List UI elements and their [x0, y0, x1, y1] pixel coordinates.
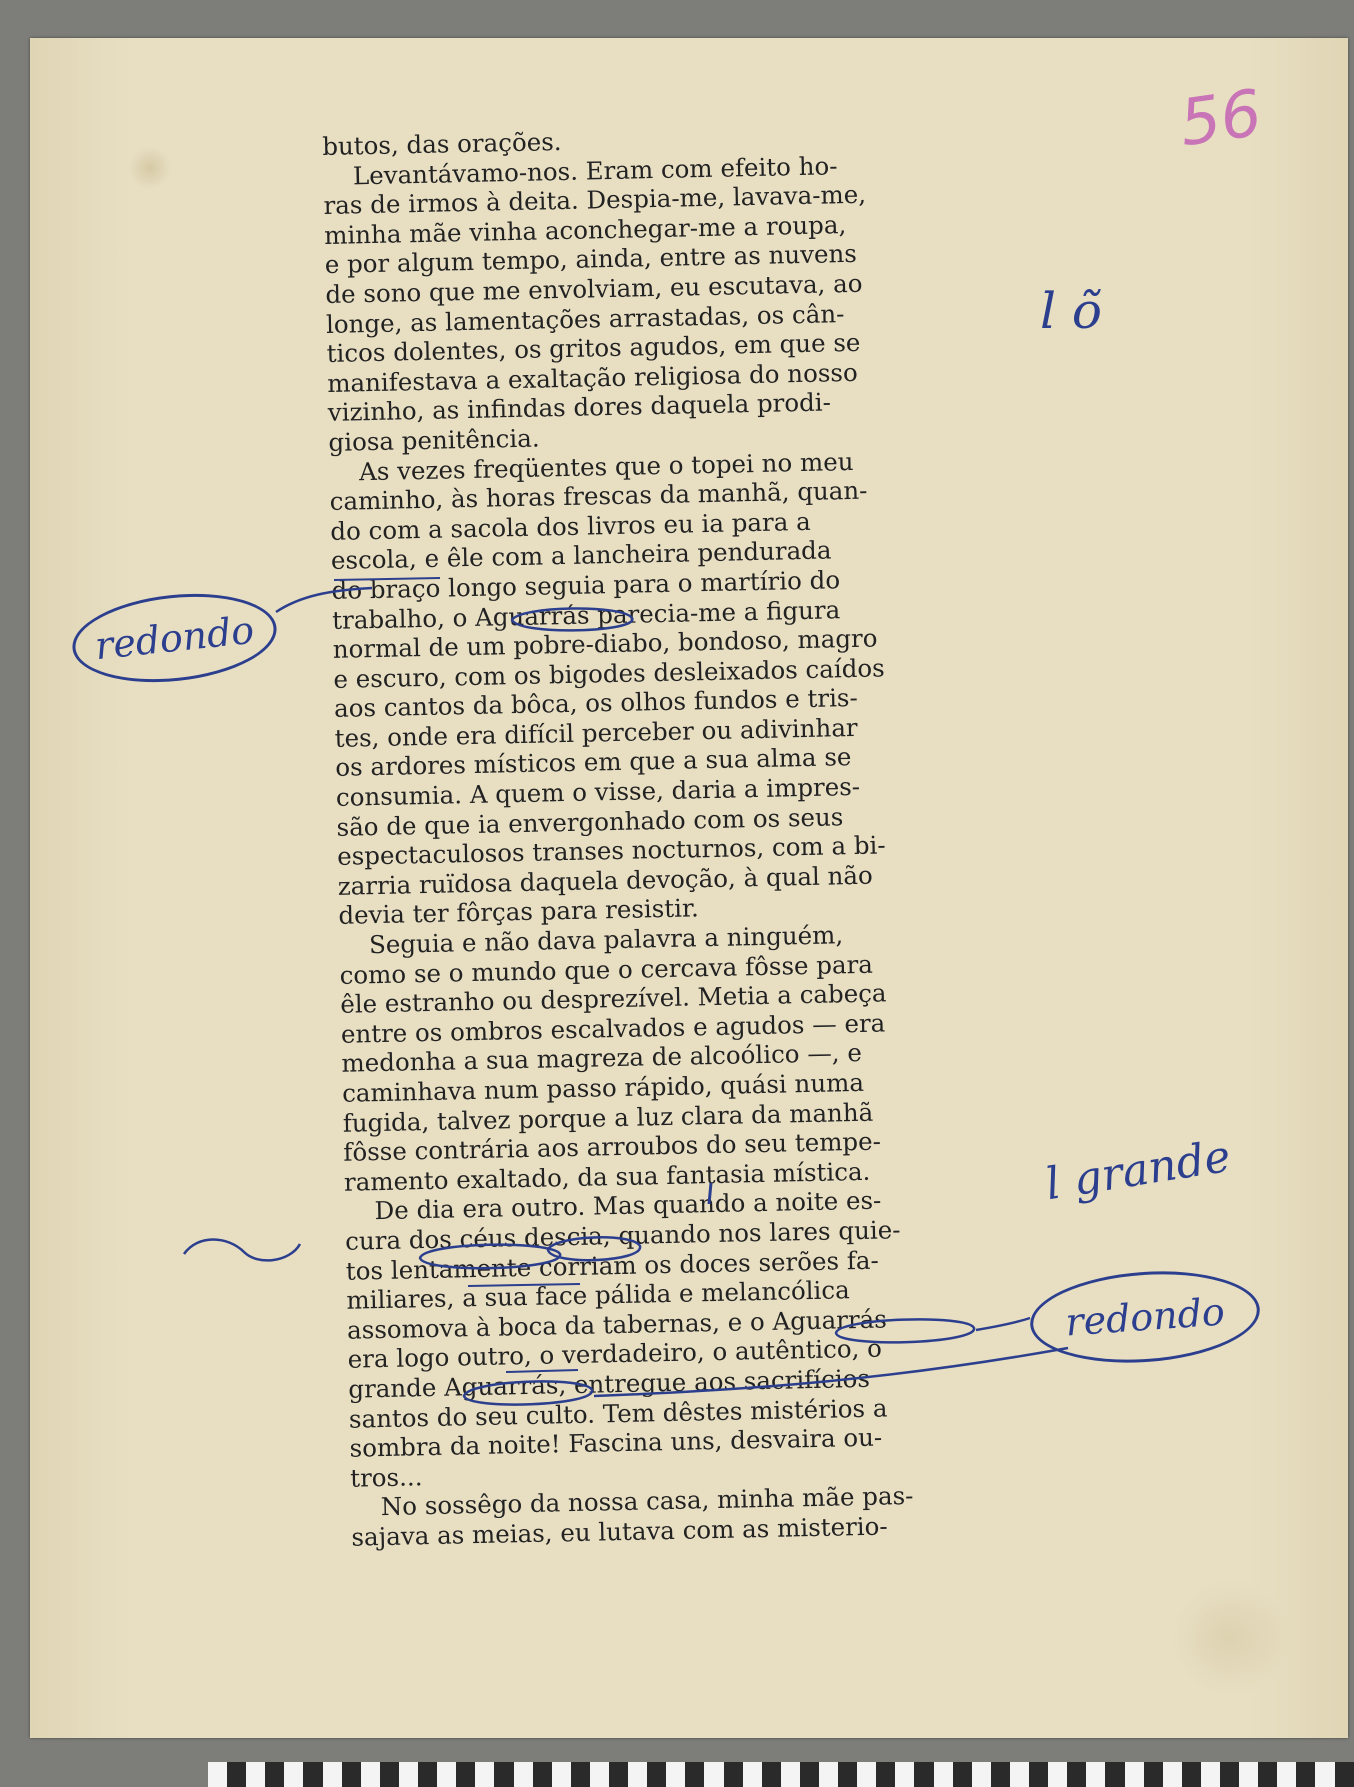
scale-bar-segment [552, 1762, 571, 1787]
margin-note-redondo-left: redondo [68, 585, 281, 692]
scale-bar-segment [609, 1762, 628, 1787]
scale-bar-segment [953, 1762, 972, 1787]
text-line: tes, onde era difícil perceber ou adivinhar [334, 712, 858, 753]
scale-bar-segment [743, 1762, 762, 1787]
underline-lentamente [468, 1284, 580, 1286]
text-line: sajava as meias, eu lutava com as misterio- [351, 1511, 888, 1552]
scale-bar-segment [323, 1762, 342, 1787]
scale-bar-segment [456, 1762, 475, 1787]
scale-bar-segment [819, 1762, 838, 1787]
text-line: ras de irmos à deita. Despia-me, lavava-me, [323, 179, 867, 221]
oval-descia [548, 1237, 640, 1260]
text-line: Levantávamo-nos. Eram com efeito ho- [352, 150, 838, 190]
oval-aguarras-1 [512, 608, 632, 630]
text-line: giosa penitência. [328, 423, 540, 457]
text-line: assomova à boca da tabernas, e o Aguarrás [346, 1304, 888, 1345]
text-line: tos lentamente corriam os doces serões fa- [345, 1245, 880, 1286]
scale-bar-segment [762, 1762, 781, 1787]
text-line: de sono que me envolviam, eu escutava, ao [325, 268, 863, 309]
scale-bar-segment [1277, 1762, 1296, 1787]
text-line: do braço longo seguia para o martírio do [331, 565, 841, 605]
text-line: Seguia e não dava palavra a ninguém, [368, 920, 844, 960]
scale-bar-segment [781, 1762, 800, 1787]
scale-bar-segment [399, 1762, 418, 1787]
text-line: do com a sacola dos livros eu ia para a [330, 506, 811, 546]
text-line: devia ter fôrças para resistir. [338, 893, 700, 931]
scale-bar-segment [1296, 1762, 1315, 1787]
text-line: espectaculosos transes nocturnos, com a bi- [336, 830, 886, 872]
scale-bar-segment [342, 1762, 361, 1787]
scale-bar-segment [1048, 1762, 1067, 1787]
text-line: caminhava num passo rápido, quási numa [341, 1067, 865, 1108]
margin-note-redondo-right: redondo [1027, 1264, 1263, 1370]
oval-aguarras-3 [464, 1381, 592, 1404]
page-number: 56 [1175, 76, 1267, 162]
text-line: era logo outro, o verdadeiro, o autêntico, o [347, 1333, 883, 1375]
text-line: como se o mundo que o cercava fôsse para [339, 949, 874, 990]
text-line: tros... [349, 1461, 423, 1493]
text-line: sombra da noite! Fascina uns, desvaira ou- [349, 1422, 883, 1463]
connector-line-2 [976, 1318, 1030, 1330]
scale-bar-segment [284, 1762, 303, 1787]
scale-bar-segment [704, 1762, 723, 1787]
text-line: consumia. A quem o visse, daria a impres- [335, 771, 861, 812]
margin-note-grande: l grande [1042, 1130, 1234, 1211]
scale-bar-segment [361, 1762, 380, 1787]
text-line: trabalho, o Aguarrás parecia-me a figura [331, 594, 841, 635]
scale-bar-segment [1086, 1762, 1105, 1787]
scale-bar-segment [246, 1762, 265, 1787]
scale-bar-segment [590, 1762, 609, 1787]
text-line: miliares, a sua face pálida e melancólica [346, 1275, 850, 1315]
scale-bar-segment [475, 1762, 494, 1787]
text-line: butos, das orações. [322, 126, 562, 161]
transpose-mark [184, 1240, 300, 1261]
scale-bar-segment [208, 1762, 227, 1787]
text-line: vizinho, as infindas dores daquela prodi- [327, 387, 832, 428]
text-line: No sossêgo da nossa casa, minha mãe pas- [380, 1481, 914, 1522]
text-line: são de que ia envergonhado com os seus [336, 801, 844, 842]
scale-bar-segment [514, 1762, 533, 1787]
scale-bar-segment [876, 1762, 895, 1787]
text-line: minha mãe vinha aconchegar-me a roupa, [323, 209, 847, 250]
scale-bar-segment [838, 1762, 857, 1787]
scale-bar-segment [1258, 1762, 1277, 1787]
scale-bar-segment [991, 1762, 1010, 1787]
scale-bar-segment [628, 1762, 647, 1787]
text-line: As vezes freqüentes que o topei no meu [358, 446, 854, 486]
scale-bar-segment [934, 1762, 953, 1787]
text-line: normal de um pobre-diabo, bondoso, magro [332, 623, 878, 664]
scale-bar-segment [1315, 1762, 1334, 1787]
scale-bar-segment [1182, 1762, 1201, 1787]
scale-bar-segment [972, 1762, 991, 1787]
scale-bar-segment [1335, 1762, 1354, 1787]
text-line: grande Aguarrás, entregue aos sacrifícios [348, 1363, 871, 1404]
margin-note-lo: l õ [1040, 282, 1102, 340]
scale-bar-segment [494, 1762, 513, 1787]
scale-bar-segment [685, 1762, 704, 1787]
scale-bar-segment [857, 1762, 876, 1787]
oval-aguarras-2 [836, 1319, 974, 1342]
scale-bar-segment [571, 1762, 590, 1787]
scale-bar-segment [533, 1762, 552, 1787]
scale-bar-segment [914, 1762, 933, 1787]
scale-bar-segment [303, 1762, 322, 1787]
scale-bar-segment [437, 1762, 456, 1787]
scale-bar-segment [895, 1762, 914, 1787]
scale-bar-segment [1010, 1762, 1029, 1787]
scale-bar-segment [1144, 1762, 1163, 1787]
text-line: medonha a sua magreza de alcoólico —, e [341, 1038, 863, 1079]
text-line: zarria ruïdosa daquela devoção, à qual não [337, 860, 874, 901]
scale-bar-segment [380, 1762, 399, 1787]
scale-bar-segment [1105, 1762, 1124, 1787]
text-line: fugida, talvez porque a luz clara da manhã [342, 1097, 874, 1138]
scale-bar-segment [666, 1762, 685, 1787]
scale-bar-segment [1029, 1762, 1048, 1787]
insert-mark [709, 1183, 711, 1204]
scale-bar [208, 1762, 1354, 1787]
strike-escola [334, 578, 440, 580]
underline-outro [506, 1370, 578, 1372]
text-line: longe, as lamentações arrastadas, os cân- [325, 298, 845, 339]
text-line: fôsse contrária aos arroubos do seu tempe- [343, 1126, 882, 1167]
text-line: aos cantos da bôca, os olhos fundos e tris- [333, 683, 859, 724]
scale-bar-segment [418, 1762, 437, 1787]
text-line: manifestava a exaltação religiosa do nosso [326, 357, 858, 398]
scale-bar-segment [1125, 1762, 1144, 1787]
text-line: e escuro, com os bigodes desleixados caídos [333, 653, 885, 694]
connector-line-1 [276, 588, 372, 612]
text-line: caminho, às horas frescas da manhã, quan- [329, 475, 868, 517]
scale-bar-segment [800, 1762, 819, 1787]
text-line: êle estranho ou desprezível. Metia a cabeça [339, 978, 887, 1020]
text-line: os ardores místicos em que a sua alma se [335, 742, 852, 783]
scale-bar-segment [1220, 1762, 1239, 1787]
scale-bar-segment [265, 1762, 284, 1787]
text-line: ticos dolentes, os gritos agudos, em que se [326, 327, 861, 369]
text-line: entre os ombros escalvados e agudos — era [340, 1008, 886, 1049]
oval-dos-ceus [420, 1245, 560, 1269]
scale-bar-segment [724, 1762, 743, 1787]
connector-line-3 [594, 1348, 1068, 1396]
scale-bar-segment [1067, 1762, 1086, 1787]
text-line: santos do seu culto. Tem dêstes mistérios a [348, 1392, 888, 1434]
scale-bar-segment [647, 1762, 666, 1787]
scale-bar-segment [227, 1762, 246, 1787]
text-line: De dia era outro. Mas quando a noite es- [374, 1185, 882, 1226]
text-line: cura dos céus descia, quando nos lares quie- [344, 1215, 901, 1256]
text-line: escola, e êle com a lancheira pendurada [330, 535, 832, 576]
text-line: e por algum tempo, ainda, entre as nuvens [324, 239, 858, 280]
text-line: ramento exaltado, da sua fantasia mística. [343, 1156, 871, 1197]
scale-bar-segment [1163, 1762, 1182, 1787]
scale-bar-segment [1239, 1762, 1258, 1787]
scale-bar-segment [1201, 1762, 1220, 1787]
